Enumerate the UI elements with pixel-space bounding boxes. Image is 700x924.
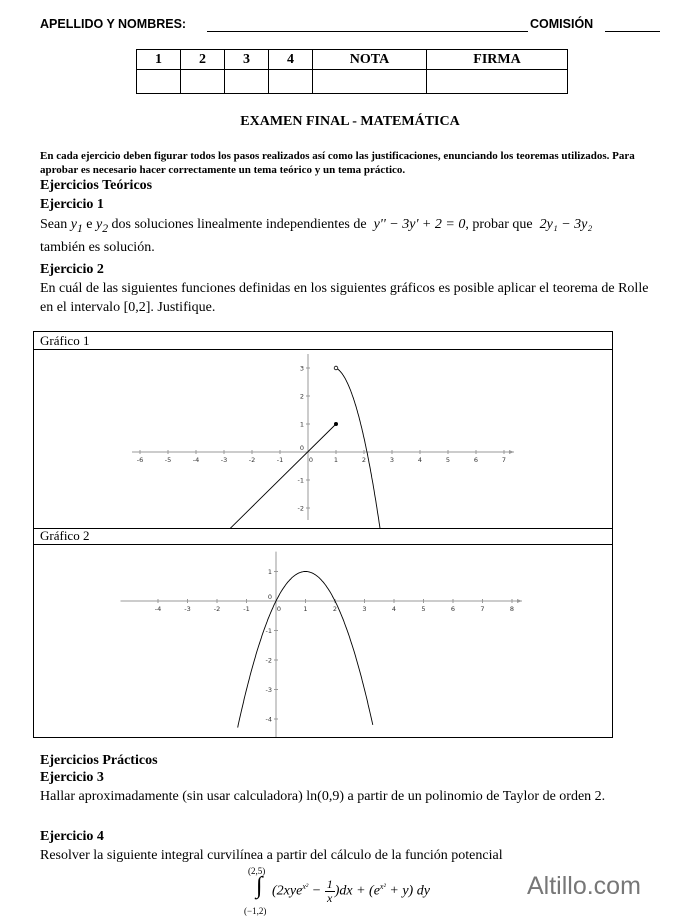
graph-2-title: Gráfico 2 [34,527,612,545]
commission-line[interactable] [605,31,660,32]
ex2-title: Ejercicio 2 [40,262,104,277]
x-tick-label: 2 [361,456,367,464]
x-tick-label: -6 [136,456,144,464]
y-tick-label: 2 [299,392,304,401]
student-header [40,17,660,37]
x-tick-label: -4 [154,605,162,613]
integrand [272,878,430,905]
fraction-numerator: 1 [326,877,333,891]
y-tick-label: -1 [297,476,304,485]
graph-1-title: Gráfico 1 [34,332,612,350]
graph-1-closed-point [334,422,338,426]
x-tick-label: -3 [220,456,228,464]
graph-1 [33,331,613,529]
x-tick-label: 3 [362,605,367,613]
y-tick-label: 0 [267,593,272,601]
x-tick-label: 3 [389,456,395,464]
ex3-text: Hallar aproximadamente (sin usar calculadora) ln(0,9) a partir de un polinomio de Taylor de orden 2. [40,789,606,804]
x-tick-label: -1 [243,605,250,613]
y-tick-label: -2 [265,656,272,665]
x-tick-label: -5 [164,456,172,464]
grade-col-nota: NOTA [313,50,427,70]
grade-cell[interactable] [137,70,181,94]
y-tick-label: 1 [267,568,272,576]
grade-col-3: 3 [225,50,269,70]
ex1-equation: y'' − 3y' + 2 = 0 [373,217,466,232]
x-tick-label: 7 [480,605,485,613]
integral-lower-limit: (−1,2) [244,906,267,916]
practice-heading: Ejercicios Prácticos [40,753,158,768]
name-label: APELLIDO Y NOMBRES: [40,17,187,31]
grade-cell[interactable] [427,70,568,94]
integral-sign: ∫ [256,873,263,899]
graph-2 [33,527,613,738]
y-tick-label: -1 [265,627,272,635]
ex3-title: Ejercicio 3 [40,770,104,785]
ex1-text-part: Sean [40,217,68,232]
x-tick-label: 2 [332,605,338,613]
grade-cell[interactable] [269,70,313,94]
graph-1-line-segment [230,424,339,528]
grade-col-2: 2 [181,50,225,70]
ex1-text-part: , probar que [465,217,533,232]
ex4-text: Resolver la siguiente integral curvilínea a partir del cálculo de la función potencial [40,848,503,863]
x-tick-label: 7 [501,456,507,464]
grade-col-4: 4 [269,50,313,70]
y-tick-label: -2 [297,504,304,513]
ex1-title: Ejercicio 1 [40,197,104,212]
exam-title: EXAMEN FINAL - MATEMÁTICA [240,114,460,129]
y-tick-label: -4 [265,715,272,724]
x-tick-label: 5 [421,605,426,613]
integrand-part: (2xye [272,883,303,899]
x-tick-label: 1 [333,456,339,464]
x-tick-label: 0 [276,605,282,613]
grade-cell[interactable] [313,70,427,94]
graph-2-parabola [238,572,373,728]
x-tick-label: 6 [450,605,456,613]
ex1-text-part: también es solución. [40,239,155,255]
integrand-part: )dx + (e [334,883,380,899]
grade-table [136,49,568,94]
x-tick-label: -3 [184,605,191,613]
integrand-fraction [325,878,335,905]
commission-label: COMISIÓN [530,17,594,31]
ex1-y1 [70,217,83,235]
x-tick-label: 0 [308,456,314,464]
ex1-combination: 2y₁ − 3y₂ [539,217,593,232]
grade-col-firma: FIRMA [427,50,568,70]
graph-1-plot [34,350,612,528]
x-axis-arrow [517,599,522,603]
integrand-exponent: x² [379,882,386,892]
ex1-y1-sub: 1 [76,221,83,235]
y-tick-label: 0 [299,444,304,452]
x-tick-label: -4 [192,456,200,464]
x-tick-label: 4 [391,605,397,613]
ex4-title: Ejercicio 4 [40,829,104,844]
y-tick-label: 1 [299,420,304,429]
x-tick-label: -2 [248,456,256,464]
ex1-text [40,215,665,257]
x-tick-label: 4 [417,456,423,464]
x-tick-label: -1 [276,456,284,464]
grade-cell[interactable] [181,70,225,94]
integrand-part: − [308,883,325,899]
fraction-denominator: x [327,891,333,905]
x-tick-label: 5 [445,456,451,464]
x-tick-label: 8 [509,605,515,613]
ex2-text: En cuál de las siguientes funciones definidas en los siguientes gráficos es posible aplicar el teorema de Rolle en el intervalo [0,2]. Justifique. [40,281,649,315]
graph-1-open-point [334,366,338,370]
x-tick-label: 6 [473,456,479,464]
theory-heading: Ejercicios Teóricos [40,178,153,193]
grade-cell[interactable] [225,70,269,94]
ex1-text-part: e [86,217,93,232]
graph-2-plot [34,545,612,737]
name-line[interactable] [207,31,528,32]
y-tick-label: -3 [265,686,272,694]
line-integral [244,866,524,922]
ex1-text-part: dos soluciones linealmente independientes de [111,217,367,232]
integral-upper-limit: (2,5) [248,866,266,876]
x-tick-label: -2 [213,605,221,613]
y-tick-label: 3 [299,364,304,373]
x-tick-label: 1 [303,605,308,613]
ex1-y2-sub: 2 [102,221,109,235]
grade-col-1: 1 [137,50,181,70]
instructions: En cada ejercicio deben figurar todos los pasos realizados así como las justificaciones, enunciando los teoremas utilizados. Para aprobar es necesario hacer correctamente un tema teórico y un tema práctico. [40,150,635,176]
graph-1-curve [333,368,381,528]
integrand-exponent: x² [302,882,309,892]
ex1-y2-var: y [95,217,103,232]
watermark: Altillo.com [527,872,641,900]
x-axis-arrow [509,450,514,454]
ex1-y1-var: y [70,217,77,232]
ex1-y2 [95,217,109,235]
integrand-part: + y) dy [385,883,430,899]
